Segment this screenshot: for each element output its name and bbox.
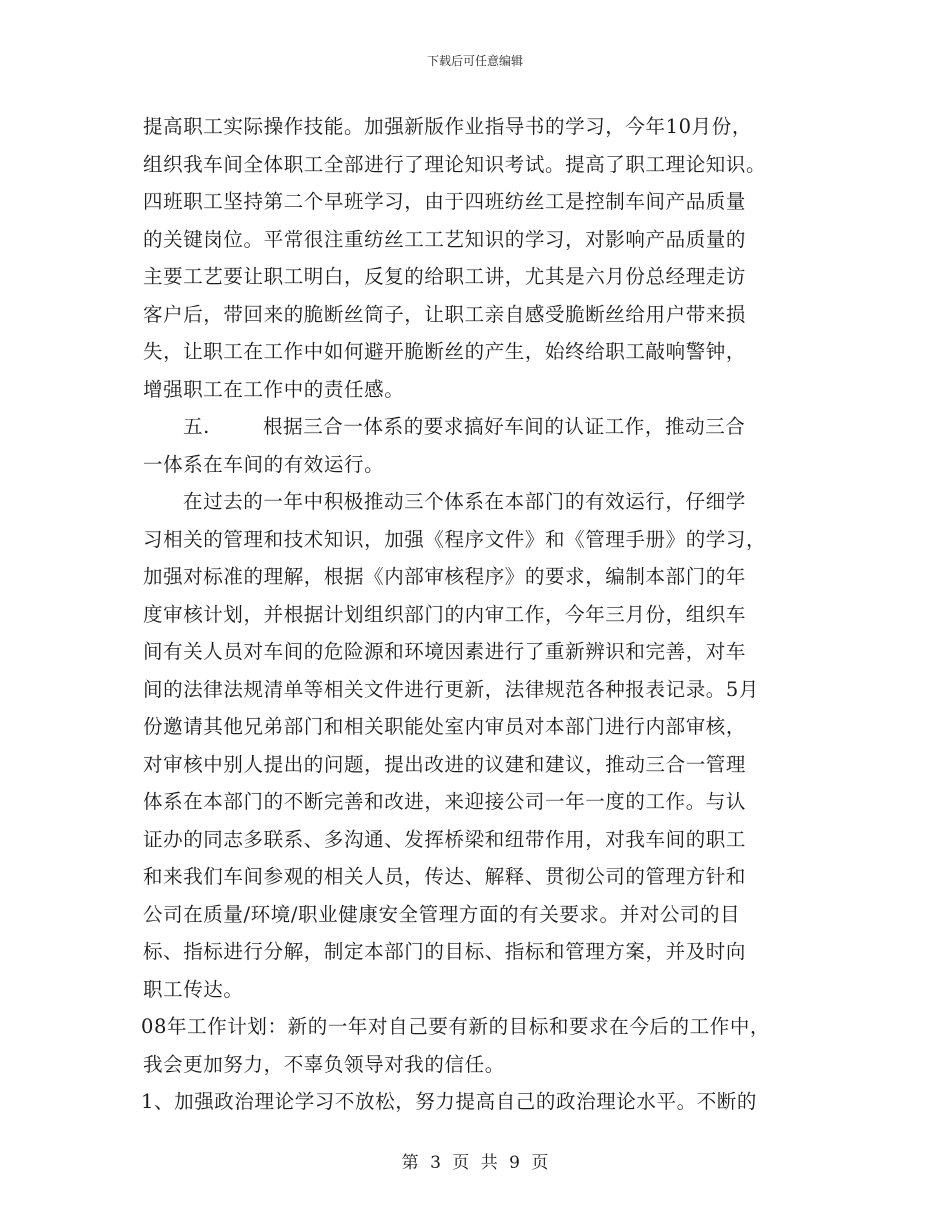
body-line: 四班职工坚持第二个早班学习，由于四班纺丝工是控制车间产品质量 bbox=[143, 190, 747, 213]
body-line: 失，让职工在工作中如何避开脆断丝的产生，始终给职工敲响警钟， bbox=[143, 340, 747, 363]
body-line: 习相关的管理和技术知识，加强《程序文件》和《管理手册》的学习， bbox=[143, 527, 767, 551]
body-line: 标、指标进行分解，制定本部门的目标、指标和管理方案，并及时向 bbox=[143, 940, 747, 963]
section-title: 根据三合一体系的要求搞好车间的认证工作，推动三合 bbox=[263, 415, 746, 438]
body-line: 公司在质量/环境/职业健康安全管理方面的有关要求。并对公司的目 bbox=[143, 902, 741, 926]
body-line: 证办的同志多联系、多沟通、发挥桥梁和纽带作用，对我车间的职工 bbox=[143, 827, 747, 851]
body-line: 增强职工在工作中的责任感。 bbox=[143, 377, 405, 401]
plan-item-1: 1、加强政治理论学习不放松，努力提高自己的政治理论水平。不断的 bbox=[141, 1090, 758, 1113]
body-line: 体系在本部门的不断完善和改进，来迎接公司一年一度的工作。与认 bbox=[143, 790, 747, 813]
body-line: 份邀请其他兄弟部门和相关职能处室内审员对本部门进行内部审核， bbox=[143, 715, 747, 738]
body-line: 职工传达。 bbox=[143, 977, 244, 1001]
section-title-continuation: 一体系在车间的有效运行。 bbox=[143, 452, 385, 476]
body-line: 和来我们车间参观的相关人员，传达、解释、贯彻公司的管理方针和 bbox=[143, 865, 747, 888]
section-heading bbox=[143, 408, 809, 446]
body-line: 对审核中别人提出的问题，提出改进的议建和建议，推动三合一管理 bbox=[143, 752, 747, 776]
page-header: 下载后可任意编辑 bbox=[426, 54, 523, 68]
body-line: 加强对标准的理解，根据《内部审核程序》的要求，编制本部门的年 bbox=[143, 565, 747, 588]
body-line: 的关键岗位。平常很注重纺丝工工艺知识的学习，对影响产品质量的 bbox=[143, 227, 747, 251]
body-line: 我会更加努力，不辜负领导对我的信任。 bbox=[143, 1052, 505, 1076]
body-line: 提高职工实际操作技能。加强新版作业指导书的学习，今年10月份， bbox=[143, 115, 752, 138]
body-line: 度审核计划，并根据计划组织部门的内审工作，今年三月份，组织车 bbox=[143, 602, 747, 626]
body-line: 间有关人员对车间的危险源和环境因素进行了重新辨识和完善，对车 bbox=[143, 640, 747, 663]
body-line: 客户后，带回来的脆断丝筒子，让职工亲自感受脆断丝给用户带来损 bbox=[143, 302, 747, 326]
paragraph-first-line: 在过去的一年中积极推动三个体系在本部门的有效运行，仔细学 bbox=[183, 490, 746, 513]
document-body bbox=[143, 108, 809, 1121]
body-line: 间的法律法规清单等相关文件进行更新，法律规范各种报表记录。5月 bbox=[143, 677, 760, 701]
page-number-footer: 第 3 页 共 9 页 bbox=[401, 1153, 549, 1173]
body-line: 主要工艺要让职工明白，反复的给职工讲，尤其是六月份总经理走访 bbox=[143, 265, 747, 288]
section-number: 五. bbox=[183, 415, 210, 438]
body-line: 组织我车间全体职工全部进行了理论知识考试。提高了职工理论知识。 bbox=[143, 152, 767, 176]
work-plan-heading: 08年工作计划：新的一年对自己要有新的目标和要求在今后的工作中， bbox=[141, 1015, 771, 1038]
